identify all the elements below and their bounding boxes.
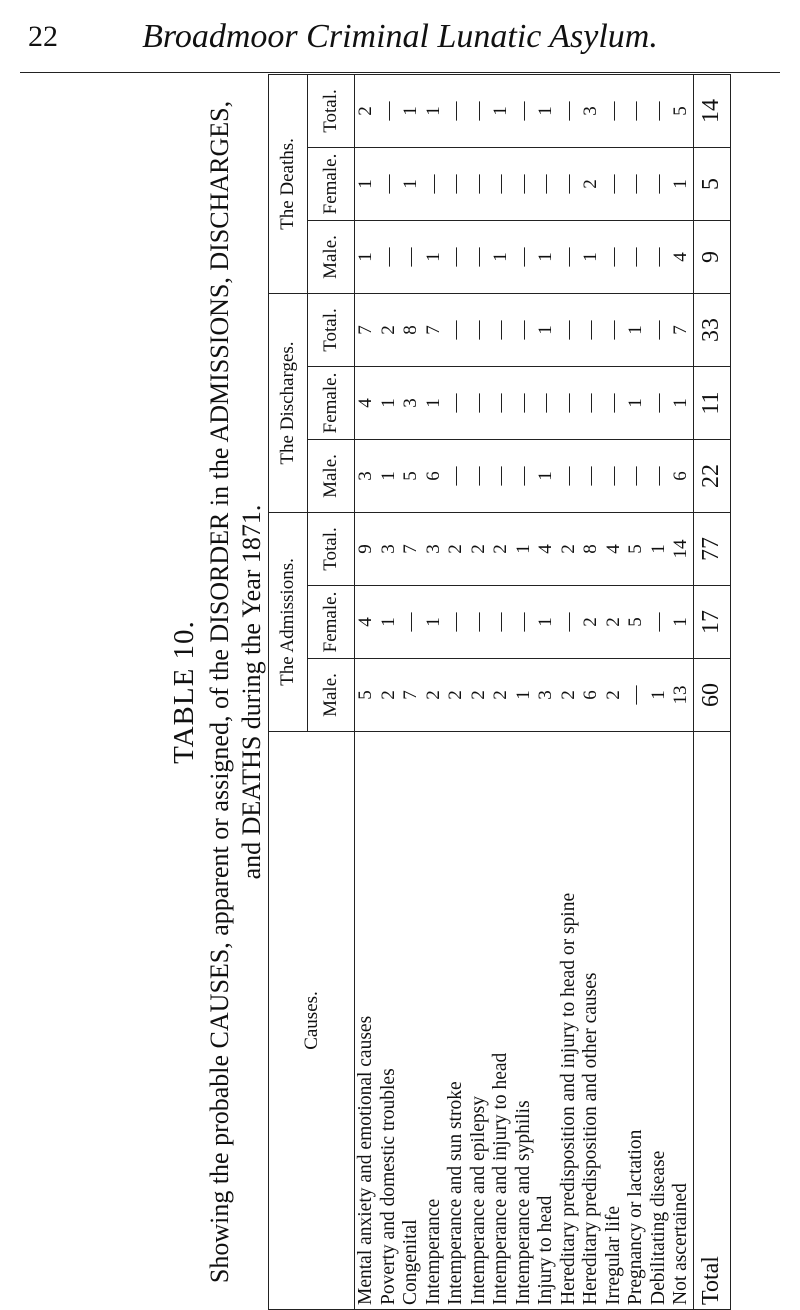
table-row — [625, 75, 648, 1310]
admissions-total-header: Total. — [308, 513, 355, 586]
value-cell: — — [468, 294, 491, 367]
value-cell: 2 — [558, 659, 581, 732]
value-cell: — — [513, 75, 536, 148]
value-cell: — — [648, 440, 671, 513]
value-cell: — — [490, 586, 513, 659]
value-cell: 1 — [625, 294, 648, 367]
value-cell: — — [513, 440, 536, 513]
value-cell: 1 — [648, 513, 671, 586]
value-cell: 1 — [378, 367, 401, 440]
table-caption-line-2: and DEATHS during the Year 1871. — [237, 504, 266, 880]
value-cell: — — [603, 367, 626, 440]
value-cell: — — [423, 148, 446, 221]
cause-cell: Irregular life — [603, 732, 626, 1310]
value-cell: 3 — [378, 513, 401, 586]
value-cell: 6 — [670, 440, 693, 513]
value-cell: — — [378, 148, 401, 221]
value-cell: 1 — [670, 586, 693, 659]
value-cell: 5 — [355, 659, 378, 732]
value-cell: 13 — [670, 659, 693, 732]
value-cell: — — [513, 586, 536, 659]
value-cell: 2 — [558, 513, 581, 586]
value-cell: — — [468, 75, 491, 148]
value-cell: — — [580, 367, 603, 440]
value-cell: — — [513, 294, 536, 367]
value-cell: 2 — [355, 75, 378, 148]
deaths-total-header: Total. — [308, 75, 355, 148]
value-cell: 1 — [378, 440, 401, 513]
total-value-cell: 11 — [693, 367, 730, 440]
value-cell: — — [468, 586, 491, 659]
value-cell: — — [468, 367, 491, 440]
value-cell: 2 — [378, 659, 401, 732]
discharges-total-header: Total. — [308, 294, 355, 367]
value-cell: — — [490, 148, 513, 221]
value-cell: 1 — [423, 586, 446, 659]
value-cell: 6 — [423, 440, 446, 513]
value-cell: 4 — [355, 367, 378, 440]
value-cell: — — [558, 75, 581, 148]
value-cell: 4 — [355, 586, 378, 659]
value-cell: 1 — [490, 221, 513, 294]
value-cell: — — [580, 440, 603, 513]
total-value-cell: 77 — [693, 513, 730, 586]
admissions-male-header: Male. — [308, 659, 355, 732]
table-row — [400, 75, 423, 1310]
value-cell: 5 — [670, 75, 693, 148]
value-cell: 1 — [535, 440, 558, 513]
value-cell: — — [445, 440, 468, 513]
value-cell: — — [558, 367, 581, 440]
value-cell: 1 — [490, 75, 513, 148]
value-cell: 1 — [535, 221, 558, 294]
value-cell: 1 — [648, 659, 671, 732]
cause-cell: Intemperance and syphilis — [513, 732, 536, 1310]
table-row — [603, 75, 626, 1310]
value-cell: 1 — [535, 294, 558, 367]
cause-cell: Hereditary predisposition and injury to head or spine — [558, 732, 581, 1310]
value-cell: — — [535, 367, 558, 440]
value-cell: — — [468, 148, 491, 221]
value-cell: 4 — [603, 513, 626, 586]
cause-cell: Intemperance and injury to head — [490, 732, 513, 1310]
value-cell: 2 — [490, 513, 513, 586]
value-cell: 2 — [603, 586, 626, 659]
table-row — [355, 75, 378, 1310]
table-row — [648, 75, 671, 1310]
value-cell: 2 — [445, 513, 468, 586]
group-discharges: The Discharges. — [269, 294, 308, 513]
value-cell: — — [625, 440, 648, 513]
value-cell: — — [648, 367, 671, 440]
page-number: 22 — [28, 20, 58, 53]
total-value-cell: 5 — [693, 148, 730, 221]
group-header-row — [269, 75, 308, 1310]
value-cell: 3 — [400, 367, 423, 440]
total-value-cell: 33 — [693, 294, 730, 367]
value-cell: — — [625, 659, 648, 732]
value-cell: 4 — [535, 513, 558, 586]
total-value-cell: 9 — [693, 221, 730, 294]
value-cell: — — [603, 221, 626, 294]
value-cell: 2 — [423, 659, 446, 732]
value-cell: 2 — [468, 659, 491, 732]
table-row — [445, 75, 468, 1310]
value-cell: — — [625, 148, 648, 221]
table-row — [490, 75, 513, 1310]
value-cell: 8 — [580, 513, 603, 586]
value-cell: — — [445, 586, 468, 659]
value-cell: — — [445, 294, 468, 367]
value-cell: 2 — [580, 148, 603, 221]
value-cell: 1 — [670, 367, 693, 440]
table-title: TABLE 10. — [168, 620, 200, 764]
discharges-female-header: Female. — [308, 367, 355, 440]
value-cell: — — [513, 221, 536, 294]
value-cell: 9 — [355, 513, 378, 586]
cause-cell: Not ascertained — [670, 732, 693, 1310]
value-cell: — — [378, 75, 401, 148]
value-cell: — — [445, 221, 468, 294]
page-header — [0, 0, 800, 70]
deaths-male-header: Male. — [308, 221, 355, 294]
value-cell: 2 — [580, 586, 603, 659]
causes-table — [268, 74, 731, 1310]
value-cell: 6 — [580, 659, 603, 732]
value-cell: 2 — [603, 659, 626, 732]
value-cell: 14 — [670, 513, 693, 586]
rotated-content — [0, 74, 800, 1310]
cause-cell: Poverty and domestic troubles — [378, 732, 401, 1310]
value-cell: — — [468, 221, 491, 294]
value-cell: 2 — [468, 513, 491, 586]
value-cell: 3 — [355, 440, 378, 513]
value-cell: 1 — [378, 586, 401, 659]
value-cell: 1 — [670, 148, 693, 221]
table-row — [513, 75, 536, 1310]
value-cell: — — [603, 75, 626, 148]
group-admissions: The Admissions. — [269, 513, 308, 732]
cause-cell: Debilitating disease — [648, 732, 671, 1310]
total-row — [693, 75, 730, 1310]
table-row — [378, 75, 401, 1310]
value-cell: — — [648, 148, 671, 221]
table-row — [580, 75, 603, 1310]
value-cell: — — [603, 148, 626, 221]
value-cell: 5 — [400, 440, 423, 513]
table-caption-line-1: Showing the probable CAUSES, apparent or assigned, of the DISORDER in the ADMISSIONS, DISCHARGES, — [205, 100, 234, 1284]
value-cell: — — [513, 148, 536, 221]
causes-header: Causes. — [269, 732, 355, 1310]
table-row — [558, 75, 581, 1310]
cause-cell: Hereditary predisposition and other causes — [580, 732, 603, 1310]
value-cell: 2 — [378, 294, 401, 367]
table-row — [535, 75, 558, 1310]
value-cell: 1 — [535, 586, 558, 659]
value-cell: — — [490, 440, 513, 513]
cause-cell: Injury to head — [535, 732, 558, 1310]
value-cell: — — [580, 294, 603, 367]
value-cell: 5 — [625, 513, 648, 586]
value-cell: — — [490, 367, 513, 440]
value-cell: 1 — [625, 367, 648, 440]
cause-cell: Intemperance — [423, 732, 446, 1310]
value-cell: — — [625, 75, 648, 148]
total-value-cell: 14 — [693, 75, 730, 148]
value-cell: 2 — [490, 659, 513, 732]
value-cell: 2 — [445, 659, 468, 732]
value-cell: — — [625, 221, 648, 294]
table-row — [670, 75, 693, 1310]
table-body — [355, 75, 731, 1310]
value-cell: — — [445, 75, 468, 148]
value-cell: 7 — [670, 294, 693, 367]
value-cell: 1 — [355, 148, 378, 221]
value-cell: — — [558, 586, 581, 659]
value-cell: — — [648, 294, 671, 367]
value-cell: — — [603, 294, 626, 367]
value-cell: — — [400, 221, 423, 294]
value-cell: — — [468, 440, 491, 513]
value-cell: 1 — [535, 75, 558, 148]
value-cell: 1 — [423, 75, 446, 148]
group-deaths: The Deaths. — [269, 75, 308, 294]
value-cell: — — [445, 367, 468, 440]
deaths-female-header: Female. — [308, 148, 355, 221]
value-cell: 1 — [400, 148, 423, 221]
value-cell: 4 — [670, 221, 693, 294]
total-value-cell: 22 — [693, 440, 730, 513]
value-cell: 7 — [400, 659, 423, 732]
running-head: Broadmoor Criminal Lunatic Asylum. — [142, 18, 658, 55]
value-cell: — — [445, 148, 468, 221]
value-cell: 7 — [400, 513, 423, 586]
value-cell: — — [558, 221, 581, 294]
value-cell: 3 — [580, 75, 603, 148]
value-cell: — — [490, 294, 513, 367]
discharges-male-header: Male. — [308, 440, 355, 513]
value-cell: — — [558, 440, 581, 513]
value-cell: — — [648, 75, 671, 148]
table-row — [468, 75, 491, 1310]
value-cell: — — [648, 221, 671, 294]
header-rule — [20, 72, 780, 73]
cause-cell: Mental anxiety and emotional causes — [355, 732, 378, 1310]
value-cell: — — [535, 148, 558, 221]
value-cell: 1 — [355, 221, 378, 294]
value-cell: 3 — [423, 513, 446, 586]
total-value-cell: 17 — [693, 586, 730, 659]
total-value-cell: 60 — [693, 659, 730, 732]
value-cell: 7 — [423, 294, 446, 367]
cause-cell: Intemperance and epilepsy — [468, 732, 491, 1310]
value-cell: 7 — [355, 294, 378, 367]
value-cell: — — [558, 148, 581, 221]
value-cell: — — [513, 367, 536, 440]
value-cell: — — [400, 586, 423, 659]
value-cell: 1 — [513, 513, 536, 586]
cause-cell: Pregnancy or lactation — [625, 732, 648, 1310]
value-cell: 8 — [400, 294, 423, 367]
value-cell: — — [558, 294, 581, 367]
table-row — [423, 75, 446, 1310]
value-cell: 1 — [580, 221, 603, 294]
value-cell: 1 — [513, 659, 536, 732]
cause-cell: Congenital — [400, 732, 423, 1310]
value-cell: 1 — [400, 75, 423, 148]
value-cell: 5 — [625, 586, 648, 659]
value-cell: 3 — [535, 659, 558, 732]
admissions-female-header: Female. — [308, 586, 355, 659]
rotated-table-area — [0, 74, 800, 1310]
value-cell: — — [648, 586, 671, 659]
value-cell: 1 — [423, 221, 446, 294]
value-cell: — — [603, 440, 626, 513]
total-label: Total — [693, 732, 730, 1310]
value-cell: 1 — [423, 367, 446, 440]
cause-cell: Intemperance and sun stroke — [445, 732, 468, 1310]
value-cell: — — [378, 221, 401, 294]
